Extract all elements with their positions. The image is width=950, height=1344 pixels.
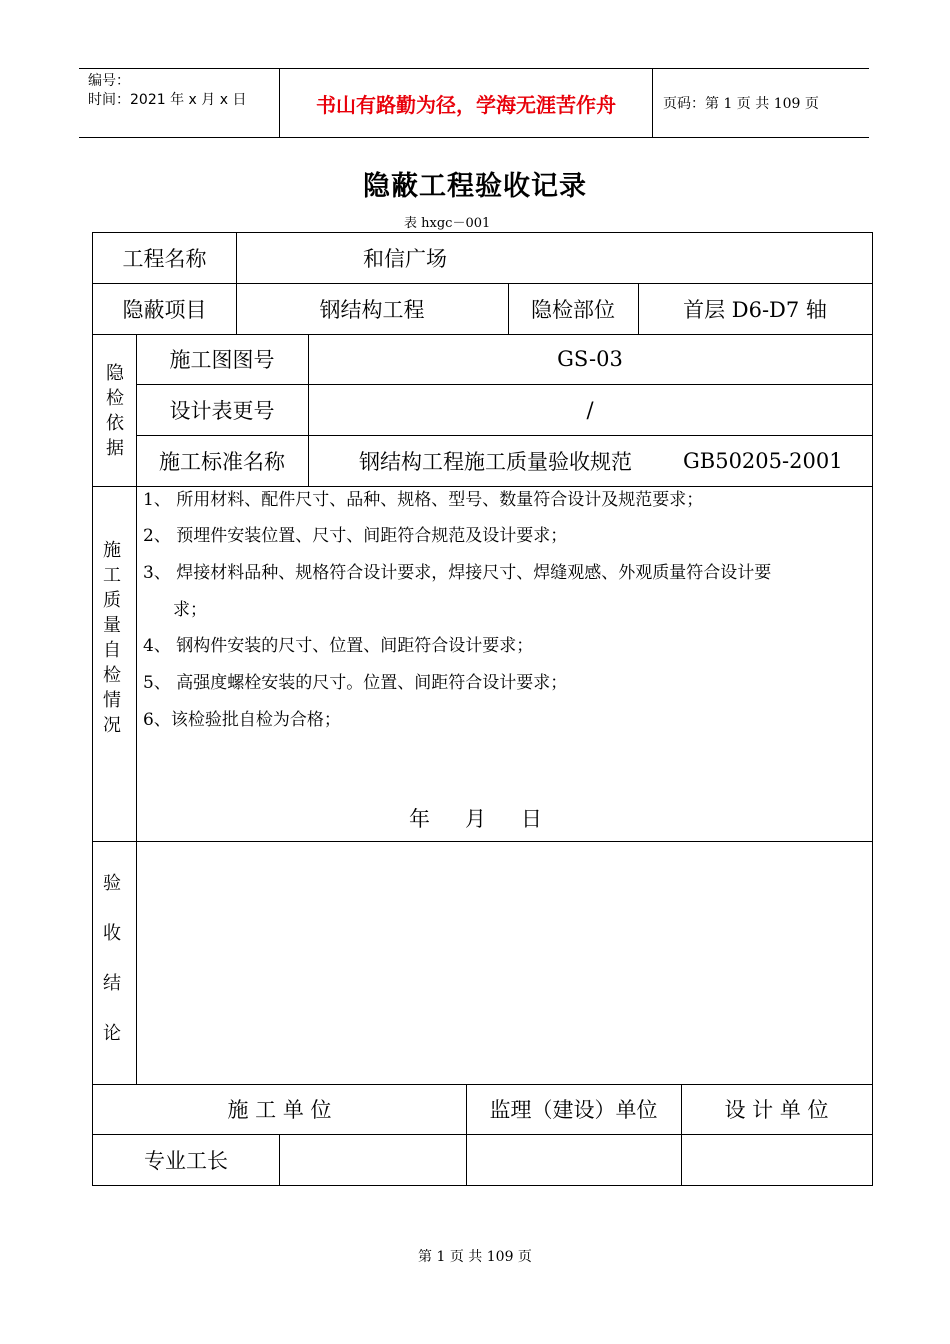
foreman-signature-field[interactable] — [279, 1134, 466, 1185]
change-no-label: 设计表更号 — [169, 398, 275, 423]
page-title: 隐蔽工程验收记录 — [363, 171, 587, 202]
project-name-label: 工程名称 — [122, 247, 207, 271]
self-check-item-5: 5、 高强度螺栓安装的尺寸。位置、间距符合设计要求； — [143, 673, 568, 693]
conclusion-char: 结 — [103, 973, 121, 994]
self-check-char: 情 — [103, 690, 121, 711]
basis-side-label — [101, 359, 129, 459]
self-check-char: 况 — [103, 715, 121, 736]
date-day: 日 — [521, 807, 542, 831]
basis-char: 检 — [106, 388, 124, 409]
header-page-label: 页码：第 1 页 共 109 页 — [663, 96, 819, 112]
hidden-item-value: 钢结构工程 — [319, 297, 425, 322]
change-no-value: / — [586, 397, 594, 422]
standard-label: 施工标准名称 — [159, 449, 285, 474]
page-footer: 第 1 页 共 109 页 — [418, 1249, 532, 1265]
self-check-item-1: 1、 所用材料、配件尺寸、品种、规格、型号、数量符合设计及规范要求； — [143, 490, 704, 510]
self-check-char: 质 — [103, 590, 121, 611]
standard-value: 钢结构工程施工质量验收规范 — [359, 449, 632, 474]
conclusion-char: 收 — [103, 923, 121, 944]
time-label: 时间：2021 年 x 月 x 日 — [88, 92, 247, 108]
row-divider — [93, 486, 872, 487]
self-check-char: 量 — [103, 615, 121, 636]
conclusion-field[interactable] — [136, 841, 872, 1084]
design-unit-label: 设 计 单 位 — [724, 1098, 829, 1122]
date-month: 月 — [465, 807, 486, 831]
basis-char: 据 — [106, 438, 124, 459]
date-year: 年 — [409, 807, 430, 831]
drawing-no-value: GS-03 — [557, 347, 623, 371]
foreman-label: 专业工长 — [144, 1148, 228, 1173]
self-check-item-6: 6、该检验批自检为合格； — [143, 710, 341, 730]
basis-char: 隐 — [106, 363, 124, 384]
self-check-item-3: 3、 焊接材料品种、规格符合设计要求，焊接尺寸、焊缝观感、外观质量符合设计要 — [143, 563, 772, 583]
construction-unit-label: 施 工 单 位 — [227, 1098, 332, 1122]
page-header — [79, 68, 869, 138]
project-name-value: 和信广场 — [363, 247, 447, 271]
self-check-char: 工 — [103, 565, 121, 586]
hidden-item-label: 隐蔽项目 — [122, 297, 207, 322]
basis-char: 依 — [106, 413, 124, 434]
self-check-item-4: 4、 钢构件安装的尺寸、位置、间距符合设计要求； — [143, 636, 534, 656]
inspect-location-label: 隐检部位 — [531, 297, 615, 322]
conclusion-char: 验 — [103, 873, 121, 894]
self-check-char: 施 — [103, 540, 121, 561]
supervision-signature-field[interactable] — [466, 1134, 681, 1185]
drawing-no-label: 施工图图号 — [169, 348, 275, 372]
self-check-char: 自 — [103, 640, 121, 661]
table-number: 表 hxgc－001 — [404, 216, 491, 231]
standard-code: GB50205-2001 — [683, 448, 843, 473]
conclusion-char: 论 — [103, 1023, 121, 1044]
number-label: 编号： — [88, 73, 130, 89]
inspection-record-table — [92, 232, 873, 1186]
self-check-item-2: 2、 预埋件安装位置、尺寸、间距符合规范及设计要求； — [143, 526, 568, 546]
header-meta — [79, 69, 280, 137]
design-signature-field[interactable] — [681, 1134, 872, 1185]
header-slogan: 书山有路勤为径，学海无涯苦作舟 — [280, 69, 653, 137]
self-check-char: 检 — [103, 665, 121, 686]
conclusion-side-label — [98, 869, 126, 1069]
inspect-location-value: 首层 D6-D7 轴 — [683, 297, 827, 322]
self-check-item-3-cont: 求； — [173, 600, 207, 620]
supervision-unit-label: 监理（建设）单位 — [489, 1098, 658, 1122]
self-check-side-label — [98, 536, 126, 736]
